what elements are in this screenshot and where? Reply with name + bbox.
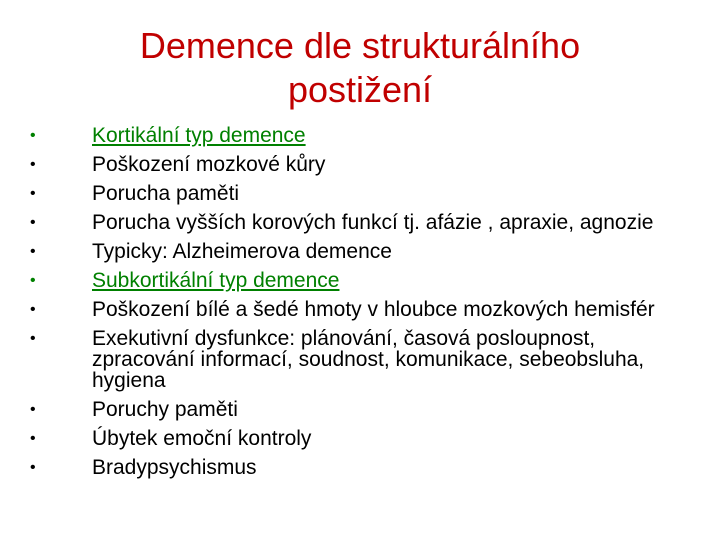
bullet-icon: • (30, 214, 36, 231)
slide-title-line-1: Demence dle strukturálního (139, 25, 581, 66)
bullet-icon: • (30, 401, 36, 418)
list-item-text: Poruchy paměti (92, 398, 238, 421)
bullet-icon: • (30, 127, 36, 144)
bullet-icon: • (30, 272, 36, 289)
bullet-list (30, 125, 690, 486)
list-item-text: Poškození mozkové kůry (92, 153, 326, 176)
list-item-text: Bradypsychismus (92, 456, 257, 479)
bullet-icon: • (30, 185, 36, 202)
list-item-text: Úbytek emoční kontroly (92, 427, 312, 450)
section-heading-cortical: Kortikální typ demence (92, 124, 306, 147)
list-item-text: Typicky: Alzheimerova demence (92, 240, 392, 263)
list-item-text: Poškození bílé a šedé hmoty v hloubce mozkových hemisfér (92, 298, 655, 321)
list-item (30, 241, 690, 262)
bullet-icon: • (30, 459, 36, 476)
list-item (30, 457, 690, 478)
bullet-icon: • (30, 156, 36, 173)
list-item (30, 299, 690, 320)
list-item (30, 183, 690, 204)
list-item (30, 270, 690, 291)
list-item (30, 428, 690, 449)
list-item-text: Exekutivní dysfunkce: plánování, časová posloupnost, zpracování informací, soudnost, komunikace, sebeobsluha, hygiena (92, 327, 645, 392)
list-item (30, 399, 690, 420)
list-item-text: Porucha paměti (92, 182, 240, 205)
section-heading-subcortical: Subkortikální typ demence (92, 269, 340, 292)
bullet-icon: • (30, 243, 36, 260)
list-item-text: Porucha vyšších korových funkcí tj. afázie , apraxie, agnozie (92, 211, 654, 234)
list-item (30, 212, 690, 233)
bullet-icon: • (30, 301, 36, 318)
list-item (30, 125, 690, 146)
list-item (30, 154, 690, 175)
bullet-icon: • (30, 430, 36, 447)
bullet-icon: • (30, 330, 36, 347)
list-item (30, 328, 690, 391)
slide-title (60, 24, 660, 112)
slide-title-line-2: postižení (287, 69, 433, 110)
